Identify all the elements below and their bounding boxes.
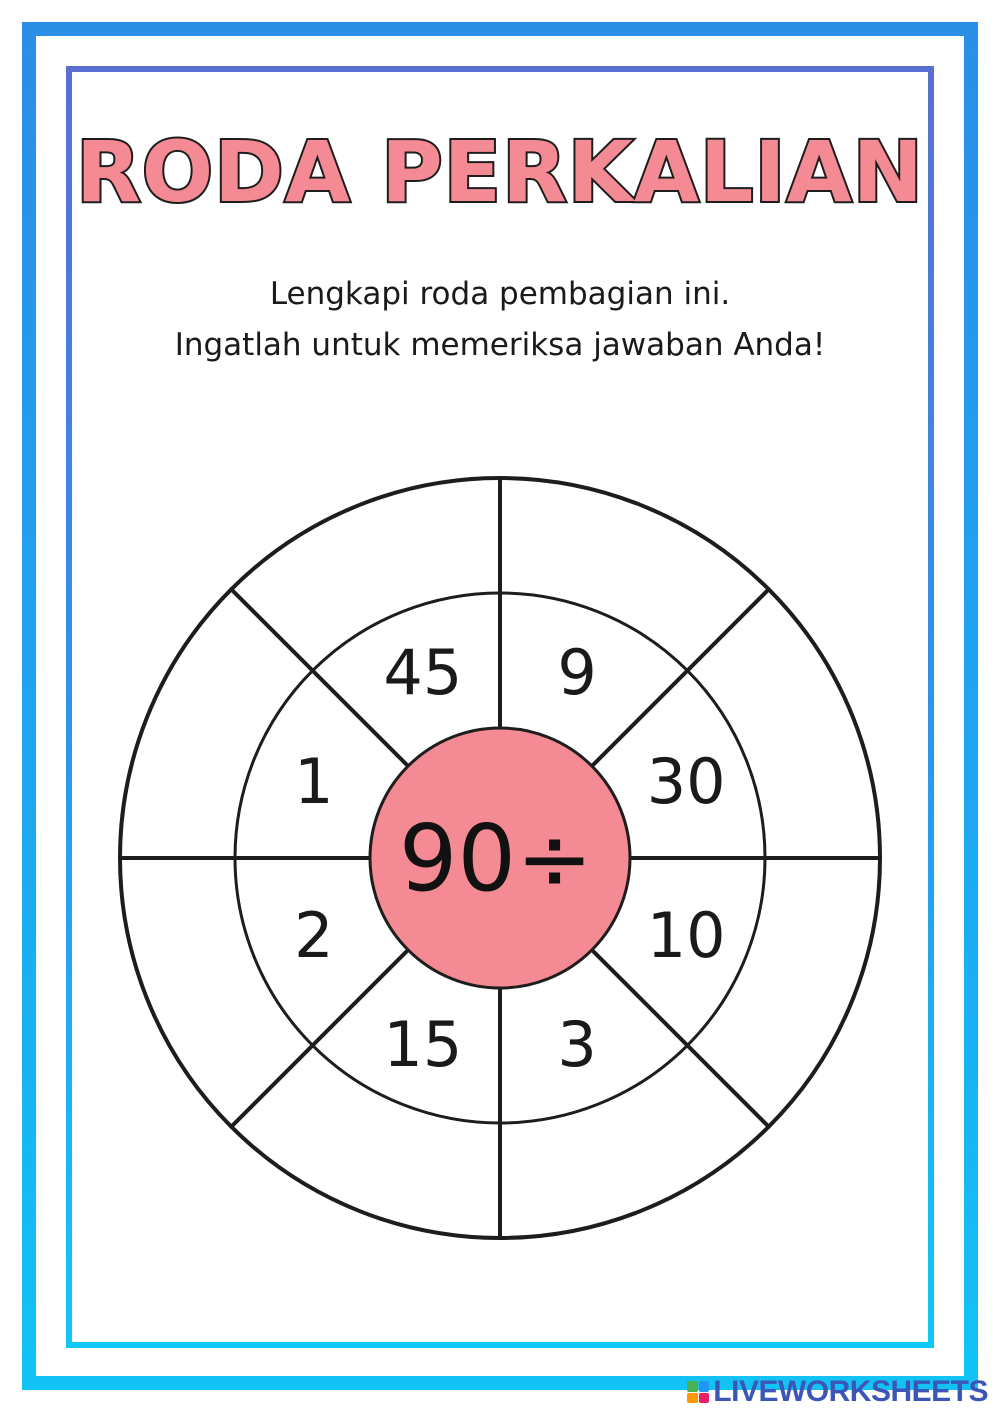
inner-number: 2: [294, 899, 334, 973]
inner-number: 45: [383, 635, 463, 709]
inner-number: 9: [557, 635, 597, 709]
inner-number: 15: [383, 1008, 463, 1082]
worksheet-title: RODA PERKALIAN: [76, 123, 924, 221]
watermark-text: LIVEWORKSHEETS: [713, 1375, 988, 1408]
instruction-line-1: Lengkapi roda pembagian ini.: [269, 276, 731, 312]
center-label: 90÷: [398, 805, 594, 912]
inner-number: 3: [557, 1008, 597, 1082]
center-hub: [370, 728, 630, 988]
instruction-line-2: Ingatlah untuk memeriksa jawaban Anda!: [174, 327, 826, 363]
inner-number: 10: [646, 899, 726, 973]
inner-number: 1: [294, 744, 334, 818]
inner-number: 30: [646, 744, 726, 818]
liveworksheets-logo-icon: [687, 1381, 709, 1403]
watermark: [687, 1376, 988, 1408]
